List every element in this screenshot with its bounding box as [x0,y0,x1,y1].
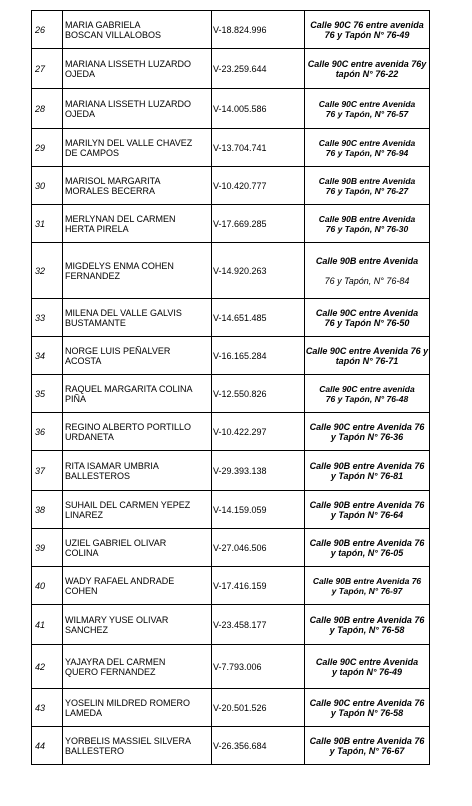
full-name-cell [63,491,212,529]
table-row [32,413,430,451]
full-name-line: BALLESTERO [65,745,125,756]
row-number: 36 [32,413,63,451]
address-line: 76 y Tapón, N° 76-30 [325,223,409,234]
id-number: V-7.793.006 [212,645,305,689]
full-name-line: WADY RAFAEL ANDRADE [65,575,175,586]
address-line: Calle 90B entre Avenida 76 [309,460,425,471]
full-name-cell [63,49,212,89]
address-line: Calle 90C entre Avenida 76 [309,421,425,432]
full-name-cell [63,375,212,413]
table-row [32,49,430,89]
id-number: V-14.651.485 [212,299,305,337]
full-name-cell [63,167,212,205]
table-row [32,689,430,727]
full-name-line: BALLESTEROS [65,470,131,481]
address-line: y Tapón N° 76-58 [330,707,404,718]
address-line: y Tapón N° 76-81 [330,470,404,481]
address-cell [305,567,430,605]
address-line: 76 y Tapón, N° 76-27 [325,185,409,196]
row-number: 42 [32,645,63,689]
full-name-cell [63,205,212,243]
full-name-cell [63,11,212,49]
row-number: 33 [32,299,63,337]
row-number: 43 [32,689,63,727]
full-name-line: YAJAYRA DEL CARMEN [65,656,166,667]
address-line: 76 y Tapón N° 76-49 [324,29,410,40]
row-number: 27 [32,49,63,89]
full-name-cell [63,689,212,727]
full-name-line: COHEN [65,585,98,596]
full-name-line: OJEDA [65,68,96,79]
address-line: Calle 90C entre avenida [319,383,415,394]
id-number: V-23.259.644 [212,49,305,89]
full-name-cell [63,337,212,375]
address-line: y Tapón, N° 76-97 [331,585,403,596]
row-number: 30 [32,167,63,205]
full-name-cell [63,299,212,337]
address-line: Calle 90C entre Avenida [318,98,416,109]
row-number: 40 [32,567,63,605]
roster-body [32,11,430,765]
address-line: Calle 90C entre Avenida [315,307,419,318]
full-name-line: RAQUEL MARGARITA COLINA [65,383,193,394]
full-name-cell [63,645,212,689]
address-line: Calle 90C entre avenida 76y [307,58,427,69]
full-name-line: OJEDA [65,108,96,119]
row-number: 35 [32,375,63,413]
full-name-cell [63,451,212,491]
table-row [32,491,430,529]
id-number: V-26.356.684 [212,727,305,765]
address-cell [305,451,430,491]
full-name-cell [63,243,212,299]
address-cell [305,89,430,129]
table-row [32,11,430,49]
address-cell [305,337,430,375]
full-name-line: MARILYN DEL VALLE CHAVEZ [65,137,193,148]
full-name-line: RITA ISAMAR UMBRIA [65,460,159,471]
full-name-line: ACOSTA [65,355,102,366]
address-line: Calle 90C entre Avenida 76 y [305,345,429,356]
full-name-cell [63,413,212,451]
id-number: V-16.165.284 [212,337,305,375]
row-number: 37 [32,451,63,491]
address-line: Calle 90C entre Avenida [318,137,416,148]
id-number: V-23.458.177 [212,605,305,645]
address-line: Calle 90B entre Avenida 76 [309,499,425,510]
address-cell [305,49,430,89]
id-number: V-20.501.526 [212,689,305,727]
address-cell [305,413,430,451]
full-name-line: MARIANA LISSETH LUZARDO [65,98,192,109]
table-row [32,243,430,299]
table-row [32,605,430,645]
full-name-line: MIGDELYS ENMA COHEN [65,260,174,271]
row-number: 31 [32,205,63,243]
table-row [32,129,430,167]
address-cell [305,491,430,529]
full-name-cell [63,567,212,605]
id-number: V-17.416.159 [212,567,305,605]
address-cell [305,727,430,765]
address-line: tapón N° 76-22 [335,68,399,79]
id-number: V-10.420.777 [212,167,305,205]
full-name-line: NORGE LUIS PEÑALVER [65,345,171,356]
full-name-line: YORBELIS MASSIEL SILVERA [65,735,192,746]
address-cell [305,167,430,205]
address-cell [305,375,430,413]
address-line: Calle 90B entre Avenida [318,175,416,186]
row-number: 44 [32,727,63,765]
address-line: Calle 90C 76 entre avenida [310,19,424,30]
full-name-line: WILMARY YUSE OLIVAR [65,614,169,625]
table-row [32,645,430,689]
full-name-line: MILENA DEL VALLE GALVIS [65,307,182,318]
full-name-line: LAMEDA [65,707,103,718]
full-name-line: PIÑA [65,393,87,404]
address-cell [305,205,430,243]
address-cell [305,689,430,727]
full-name-cell [63,605,212,645]
full-name-cell [63,129,212,167]
table-row [32,375,430,413]
address-line: Calle 90B entre Avenida 76 [309,735,425,746]
row-number: 28 [32,89,63,129]
full-name-line: MORALES BECERRA [65,185,156,196]
address-cell [305,129,430,167]
full-name-line: MARISOL MARGARITA [65,175,161,186]
row-number: 32 [32,243,63,299]
row-number: 38 [32,491,63,529]
address-cell [305,299,430,337]
address-line: 76 y Tapón, N° 76-48 [325,393,409,404]
full-name-cell [63,727,212,765]
address-line: y Tapón, N° 76-58 [329,624,405,635]
id-number: V-18.824.996 [212,11,305,49]
table-row [32,205,430,243]
full-name-cell [63,529,212,567]
address-line: Calle 90B entre Avenida 76 [309,537,425,548]
address-cell [305,11,430,49]
address-line: Calle 90B entre Avenida [315,255,419,266]
full-name-line: COLINA [65,547,99,558]
row-number: 39 [32,529,63,567]
table-row [32,337,430,375]
table-row [32,727,430,765]
id-number: V-14.920.263 [212,243,305,299]
id-number: V-29.393.138 [212,451,305,491]
address-line: Calle 90B entre Avenida 76 [312,575,422,586]
address-line: Calle 90B entre Avenida 76 [309,614,425,625]
full-name-cell [63,89,212,129]
address-cell [305,529,430,567]
id-number: V-10.422.297 [212,413,305,451]
address-line: y Tapón N° 76-36 [330,431,404,442]
id-number: V-14.159.059 [212,491,305,529]
full-name-line: MARIA GABRIELA [65,19,141,30]
full-name-line: SANCHEZ [65,624,109,635]
table-row [32,89,430,129]
address-line: 76 y Tapón N° 76-50 [324,317,410,328]
id-number: V-13.704.741 [212,129,305,167]
full-name-line: FERNANDEZ [65,270,121,281]
address-line: 76 y Tapón, N° 76-57 [325,108,409,119]
table-row [32,299,430,337]
full-name-line: UZIEL GABRIEL OLIVAR [65,537,167,548]
full-name-line: DE CAMPOS [65,147,120,158]
table-row [32,167,430,205]
address-line: tapón N° 76-71 [335,355,399,366]
full-name-line: YOSELIN MILDRED ROMERO [65,697,191,708]
id-number: V-17.669.285 [212,205,305,243]
row-number: 29 [32,129,63,167]
address-line: y tapón, N° 76-05 [330,547,404,558]
full-name-line: SUHAIL DEL CARMEN YEPEZ [65,499,191,510]
full-name-line: BUSTAMANTE [65,317,126,328]
address-cell [305,645,430,689]
full-name-line: LINAREZ [65,509,104,520]
address-line: y Tapón N° 76-64 [330,509,404,520]
full-name-line: MERLYNAN DEL CARMEN [65,213,176,224]
row-number: 26 [32,11,63,49]
table-row [32,451,430,491]
address-line: y tapón N° 76-49 [331,666,403,677]
id-number: V-14.005.586 [212,89,305,129]
full-name-line: REGINO ALBERTO PORTILLO [65,421,192,432]
address-cell [305,605,430,645]
address-line: 76 y Tapón, N° 76-94 [325,147,409,158]
address-line: Calle 90B entre Avenida [318,213,416,224]
address-line: Calle 90C entre Avenida 76 [309,697,425,708]
address-line: Calle 90C entre Avenida [315,656,419,667]
table-row [32,567,430,605]
id-number: V-27.046.506 [212,529,305,567]
row-number: 34 [32,337,63,375]
address-line: y Tapón, N° 76-67 [329,745,405,756]
full-name-line: QUERO FERNANDEZ [65,666,156,677]
full-name-line: HERTA PIRELA [65,223,129,234]
table-row [32,529,430,567]
full-name-line: BOSCAN VILLALOBOS [65,29,162,40]
address-cell [305,243,430,299]
full-name-line: URDANETA [65,431,114,442]
roster-table [31,10,430,765]
address-line: 76 y Tapón, N° 76-84 [324,275,410,286]
full-name-line: MARIANA LISSETH LUZARDO [65,58,192,69]
row-number: 41 [32,605,63,645]
id-number: V-12.550.826 [212,375,305,413]
